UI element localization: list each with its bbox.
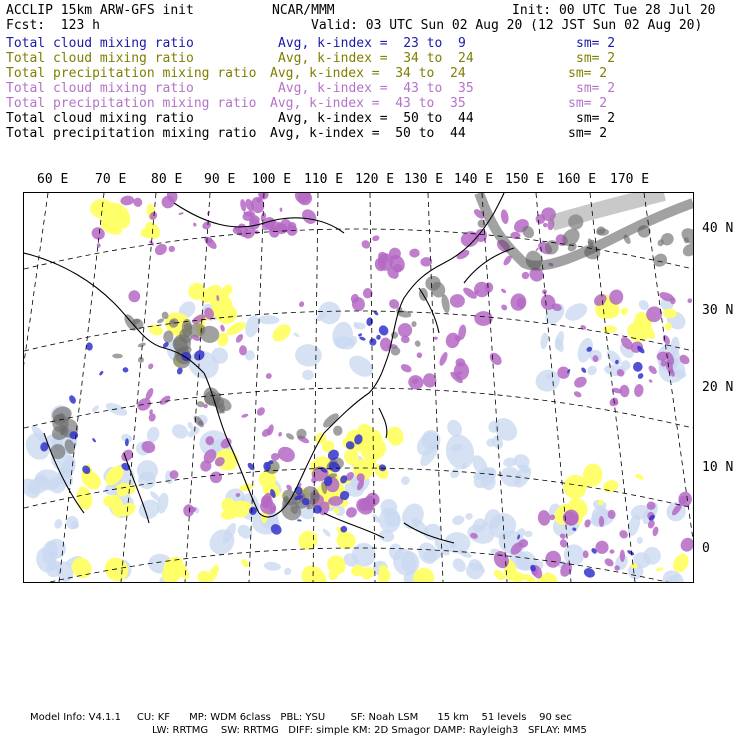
coastline-segment <box>379 408 387 438</box>
light-blue-cell <box>637 537 644 544</box>
legend-sm: sm= 2 <box>568 96 608 111</box>
blue-cell <box>92 437 97 442</box>
violet-cell <box>128 289 142 303</box>
violet-cell <box>593 538 611 556</box>
violet-cell <box>618 528 630 540</box>
legend-avg: Avg, k-index = 43 to 35 <box>278 81 474 96</box>
violet-cell <box>132 196 144 208</box>
legend-field: Total cloud mixing ratio <box>6 81 194 96</box>
yellow-cell <box>603 325 617 333</box>
yellow-cell <box>297 560 332 582</box>
violet-cell <box>96 243 101 248</box>
forecast-hour: Fcst: 123 h <box>6 18 100 33</box>
light-blue-cell <box>399 474 411 486</box>
light-blue-cell <box>104 400 129 418</box>
longitude-label: 160 E <box>557 172 597 187</box>
legend-row <box>6 66 734 81</box>
gray-cell <box>285 432 295 441</box>
blue-cell <box>246 462 256 472</box>
gray-cell <box>414 340 422 348</box>
light-blue-cell <box>450 556 469 575</box>
violet-cell <box>299 206 319 226</box>
latitude-label: 40 N <box>702 221 734 236</box>
yellow-cell <box>655 567 664 572</box>
light-blue-cell <box>257 315 279 325</box>
violet-cell <box>239 345 247 355</box>
legend-field: Total precipitation mixing ratio <box>6 126 257 141</box>
violet-cell <box>450 294 465 308</box>
violet-cell <box>559 538 569 548</box>
light-blue-cell <box>553 330 566 350</box>
violet-cell <box>153 241 169 257</box>
longitude-label: 110 E <box>304 172 344 187</box>
blue-cell <box>376 334 382 340</box>
legend-sm: sm= 2 <box>576 81 616 96</box>
gray-cell <box>411 321 417 328</box>
blue-cell <box>637 372 645 380</box>
violet-cell <box>572 375 588 390</box>
latitude-label: 10 N <box>702 460 734 475</box>
longitude-label: 150 E <box>505 172 545 187</box>
light-blue-cell <box>294 343 322 367</box>
light-blue-cell <box>423 523 442 540</box>
light-blue-cell <box>463 560 486 582</box>
violet-cell <box>279 207 282 211</box>
violet-cell <box>648 379 653 384</box>
meridian <box>185 193 210 582</box>
meridian <box>313 193 318 582</box>
blue-cell <box>358 333 363 337</box>
yellow-cell <box>634 473 644 481</box>
legend-field: Total precipitation mixing ratio <box>6 96 257 111</box>
valid-time: Valid: 03 UTC Sun 02 Aug 20 (12 JST Sun 02 Aug 20) <box>311 18 703 33</box>
light-blue-cell <box>524 531 533 538</box>
violet-cell <box>416 352 423 359</box>
violet-cell <box>298 300 305 308</box>
light-blue-cell <box>464 512 473 520</box>
latitude-label: 30 N <box>702 303 734 318</box>
yellow-cell <box>294 527 321 554</box>
violet-cell <box>148 412 157 422</box>
title-left: ACCLIP 15km ARW-GFS init <box>6 3 194 18</box>
violet-cell <box>521 271 531 281</box>
init-time: Init: 00 UTC Tue 28 Jul 20 <box>512 3 716 18</box>
violet-cell <box>192 222 197 227</box>
violet-cell <box>219 324 225 332</box>
violet-cell <box>399 362 412 374</box>
yellow-cell <box>385 425 406 448</box>
longitude-label: 120 E <box>355 172 395 187</box>
gray-cell <box>679 225 693 247</box>
violet-cell <box>147 362 154 370</box>
violet-cell <box>234 333 244 344</box>
violet-cell <box>487 350 504 367</box>
violet-cell <box>241 413 249 418</box>
violet-cell <box>371 234 380 242</box>
blue-cell <box>359 336 366 342</box>
legend-row <box>6 81 734 96</box>
light-blue-cell <box>283 566 293 576</box>
violet-cell <box>158 394 172 407</box>
violet-cell <box>652 526 660 537</box>
violet-cell <box>603 557 615 568</box>
violet-cell <box>167 244 176 253</box>
longitude-label: 130 E <box>404 172 444 187</box>
yellow-cell <box>240 558 250 569</box>
light-blue-cell <box>263 561 281 571</box>
violet-cell <box>255 406 266 418</box>
violet-cell <box>120 195 135 206</box>
longitude-label: 90 E <box>204 172 236 187</box>
legend-field: Total cloud mixing ratio <box>6 36 194 51</box>
violet-cell <box>265 372 273 380</box>
legend-field: Total cloud mixing ratio <box>6 51 194 66</box>
blue-cell <box>582 566 596 579</box>
blue-cell <box>369 338 377 346</box>
violet-cell <box>178 212 184 216</box>
light-blue-cell <box>302 369 314 380</box>
coastline-segment <box>464 248 514 283</box>
violet-cell <box>500 303 508 311</box>
gray-cell <box>333 425 343 436</box>
violet-cell <box>434 336 438 340</box>
legend-sm: sm= 2 <box>568 126 608 141</box>
light-blue-cell <box>585 364 598 377</box>
violet-cell <box>609 549 614 554</box>
violet-cell <box>580 324 587 330</box>
light-blue-cell <box>53 518 63 529</box>
violet-cell <box>209 471 223 485</box>
legend-avg: Avg, k-index = 34 to 24 <box>270 66 466 81</box>
yellow-cell <box>197 570 211 582</box>
legend-avg: Avg, k-index = 50 to 44 <box>270 126 466 141</box>
yellow-cell <box>269 321 294 345</box>
legend-sm: sm= 2 <box>576 36 616 51</box>
map-panel <box>23 192 694 583</box>
legend-sm: sm= 2 <box>576 51 616 66</box>
meridian <box>59 193 104 582</box>
model-info-line1: Model Info: V4.1.1 CU: KF MP: WDM 6class PBL: YSU SF: Noah LSM 15 km 51 levels 90 sec <box>30 712 572 723</box>
legend-avg: Avg, k-index = 23 to 9 <box>278 36 466 51</box>
parallel <box>24 388 693 428</box>
legend-row <box>6 96 734 111</box>
legend-row <box>6 36 734 51</box>
legend-sm: sm= 2 <box>568 66 608 81</box>
blue-cell <box>86 342 94 351</box>
longitude-label: 170 E <box>610 172 650 187</box>
legend-sm: sm= 2 <box>576 111 616 126</box>
blue-cell <box>580 367 587 374</box>
legend-row <box>6 51 734 66</box>
model-info-line2: LW: RRTMG SW: RRTMG DIFF: simple KM: 2D Smagor DAMP: Rayleigh3 SFLAY: MM5 <box>152 725 587 736</box>
longitude-label: 60 E <box>37 172 69 187</box>
violet-cell <box>183 504 195 517</box>
gray-cell <box>112 353 123 358</box>
legend-avg: Avg, k-index = 34 to 24 <box>278 51 474 66</box>
light-blue-cell <box>562 300 590 325</box>
light-blue-cell <box>316 299 344 327</box>
violet-cell <box>573 390 583 399</box>
title-center: NCAR/MMM <box>272 3 335 18</box>
longitude-label: 70 E <box>95 172 127 187</box>
blue-cell <box>633 362 643 372</box>
yellow-cell <box>147 322 164 337</box>
legend-avg: Avg, k-index = 43 to 35 <box>270 96 466 111</box>
longitude-label: 140 E <box>454 172 494 187</box>
gray-cell <box>681 241 693 258</box>
violet-cell <box>438 351 449 367</box>
blue-cell <box>98 370 104 376</box>
latitude-label: 0 <box>702 541 710 556</box>
violet-cell <box>535 247 539 251</box>
blue-cell <box>68 394 77 405</box>
violet-cell <box>633 383 644 397</box>
light-blue-cell <box>293 332 300 338</box>
longitude-label: 100 E <box>252 172 292 187</box>
blue-cell <box>297 519 302 522</box>
legend-avg: Avg, k-index = 50 to 44 <box>278 111 474 126</box>
violet-cell <box>500 288 507 294</box>
violet-cell <box>278 432 283 437</box>
longitude-label: 80 E <box>151 172 183 187</box>
yellow-cell <box>619 306 629 316</box>
light-blue-cell <box>451 514 466 527</box>
map-canvas <box>24 193 693 582</box>
violet-cell <box>686 297 693 304</box>
blue-cell <box>366 317 374 327</box>
legend-field: Total precipitation mixing ratio <box>6 66 257 81</box>
legend-row <box>6 126 734 141</box>
latitude-label: 20 N <box>702 380 734 395</box>
violet-cell <box>647 364 658 376</box>
light-blue-cell <box>539 332 549 350</box>
blue-cell <box>122 367 128 373</box>
light-blue-cell <box>170 422 191 441</box>
blue-cell <box>626 549 635 556</box>
violet-cell <box>500 209 510 225</box>
yellow-cell <box>221 511 236 520</box>
violet-cell <box>409 248 420 258</box>
violet-cell <box>360 238 372 250</box>
violet-cell <box>678 535 693 554</box>
meridian <box>24 193 48 582</box>
violet-cell <box>661 334 671 346</box>
meridian <box>121 193 156 582</box>
legend-field: Total cloud mixing ratio <box>6 111 194 126</box>
light-blue-cell <box>235 522 255 542</box>
violet-cell <box>619 384 630 397</box>
legend-row <box>6 111 734 126</box>
light-blue-cell <box>442 431 477 472</box>
light-blue-cell <box>321 527 331 537</box>
